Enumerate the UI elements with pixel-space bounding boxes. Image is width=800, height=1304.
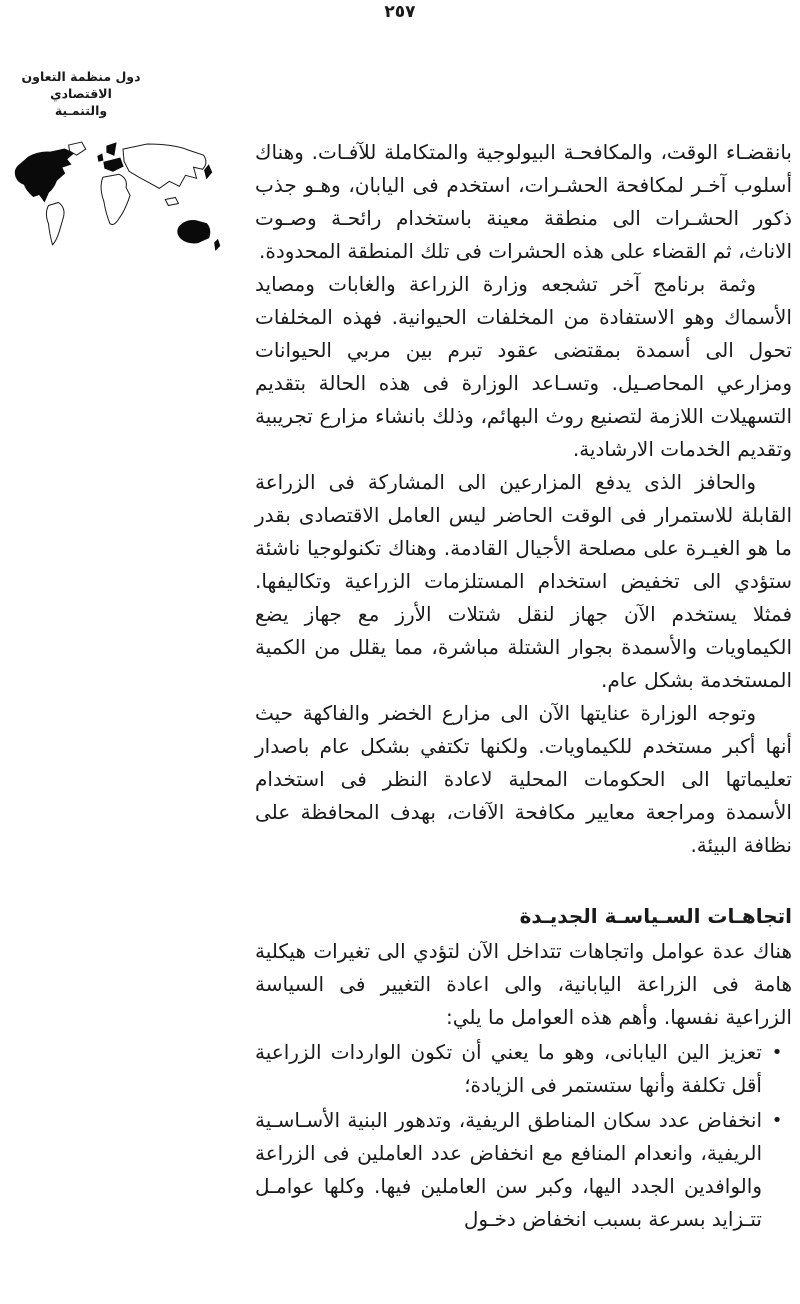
bullet-text: تعزيز الين اليابانى، وهو ما يعني أن تكون الواردات الزراعية أقل تكلفة وأنها ستستمر فى الزيادة؛ xyxy=(255,1040,762,1097)
africa-shape xyxy=(101,174,130,224)
bullet-icon: • xyxy=(771,1042,783,1063)
scandinavia-shape xyxy=(107,143,116,155)
map-caption xyxy=(6,68,156,119)
japan-shape xyxy=(205,165,212,178)
indonesia-shape xyxy=(165,197,178,205)
asia-shape xyxy=(123,144,206,188)
bullet-icon: • xyxy=(771,1110,783,1131)
body-paragraph: وتوجه الوزارة عنايتها الآن الى مزارع الخضر والفاكهة حيث أنها أكبر مستخدم للكيماويات. ولكنها تكتفي بشكل عام باصدار تعليماتها الى الحكومات المحلية لاعادة النظر فى استخدام الأسمدة ومراجعة معايير مكافحة الآفات، بهدف المحافظة على نظافة البيئة. xyxy=(255,701,792,857)
map-caption-line1: دول منظمة التعاون الاقتصادي xyxy=(21,69,141,101)
world-map-icon xyxy=(6,137,238,273)
new-zealand-shape xyxy=(215,240,220,250)
british-isles-shape xyxy=(98,154,103,161)
bullet-text: انخفاض عدد سكان المناطق الريفية، وتدهور البنية الأسـاسـية الريفية، وانعدام المنافع مع انخفاض عدد العاملين فى الزراعة والوافدين الجدد اليها، وكبر سن العاملين فيها. وكلها عوامـل تتـزايد بسرعة بسبب انخفاض دخـول xyxy=(255,1108,762,1231)
map-caption-line2: والتنمـية xyxy=(54,103,108,118)
body-paragraph: بانقضـاء الوقت، والمكافحـة البيولوجية والمتكاملة للآفـات. وهناك أسلوب آخـر لمكافحة الحشـرات، استخدم فى اليابان، وهـو جذب ذكور الحشـرات الى منطقة معينة باستخدام رائحـة وصـوت الاناث، ثم القضاء على هذه الحشرات فى تلك المنطقة المحدودة. xyxy=(255,140,792,263)
europe-shape xyxy=(104,158,123,171)
body-paragraph: وثمة برنامج آخر تشجعه وزارة الزراعة والغابات ومصايد الأسماك وهو الاستفادة من المخلفات الحيوانية. فهذه المخلفات تحول الى أسمدة بمقتضى عقود تبرم بين مربي الحيوانات ومزارعي المحاصـيل. وتسـاعد الوزارة فى هذه الحالة بتقديم التسهيلات اللازمة لتصنيع روث البهائم، وذلك بانشاء مزارع تجريبية وتقديم الخدمات الارشادية. xyxy=(255,272,792,461)
section-heading: اتجاهـات السـياسـة الجديـدة xyxy=(519,904,792,928)
section-intro: هناك عدة عوامل واتجاهات تتداخل الآن لتؤدي الى تغيرات هيكلية هامة فى الزراعة اليابانية، والى اعادة التغيير فى السياسة الزراعية نفسها. وأهم هذه العوامل ما يلي: xyxy=(255,939,792,1029)
list-item xyxy=(255,1036,792,1102)
body-text-column xyxy=(255,136,792,1236)
margin-figure xyxy=(6,68,241,273)
australia-shape xyxy=(178,220,210,242)
page-number: ٢٥٧ xyxy=(384,2,416,22)
north-america-shape xyxy=(15,149,73,201)
south-america-shape xyxy=(46,202,64,244)
list-item xyxy=(255,1104,792,1236)
body-paragraph: والحافز الذى يدفع المزارعين الى المشاركة فى الزراعة القابلة للاستمرار فى الوقت الحاضر ليس العامل الاقتصادى بقدر ما هو الغيـرة على مصلحة الأجيال القادمة. وهناك تكنولوجيا ناشئة ستؤدي الى تخفيض استخدام المستلزمات الزراعية وتكاليفها. فمثلا يستخدم الآن جهاز لنقل شتلات الأرز مع جهاز يضع الكيماويات والأسمدة بجوار الشتلة مباشرة، مما يقلل من الكمية المستخدمة بشكل عام. xyxy=(255,470,792,692)
